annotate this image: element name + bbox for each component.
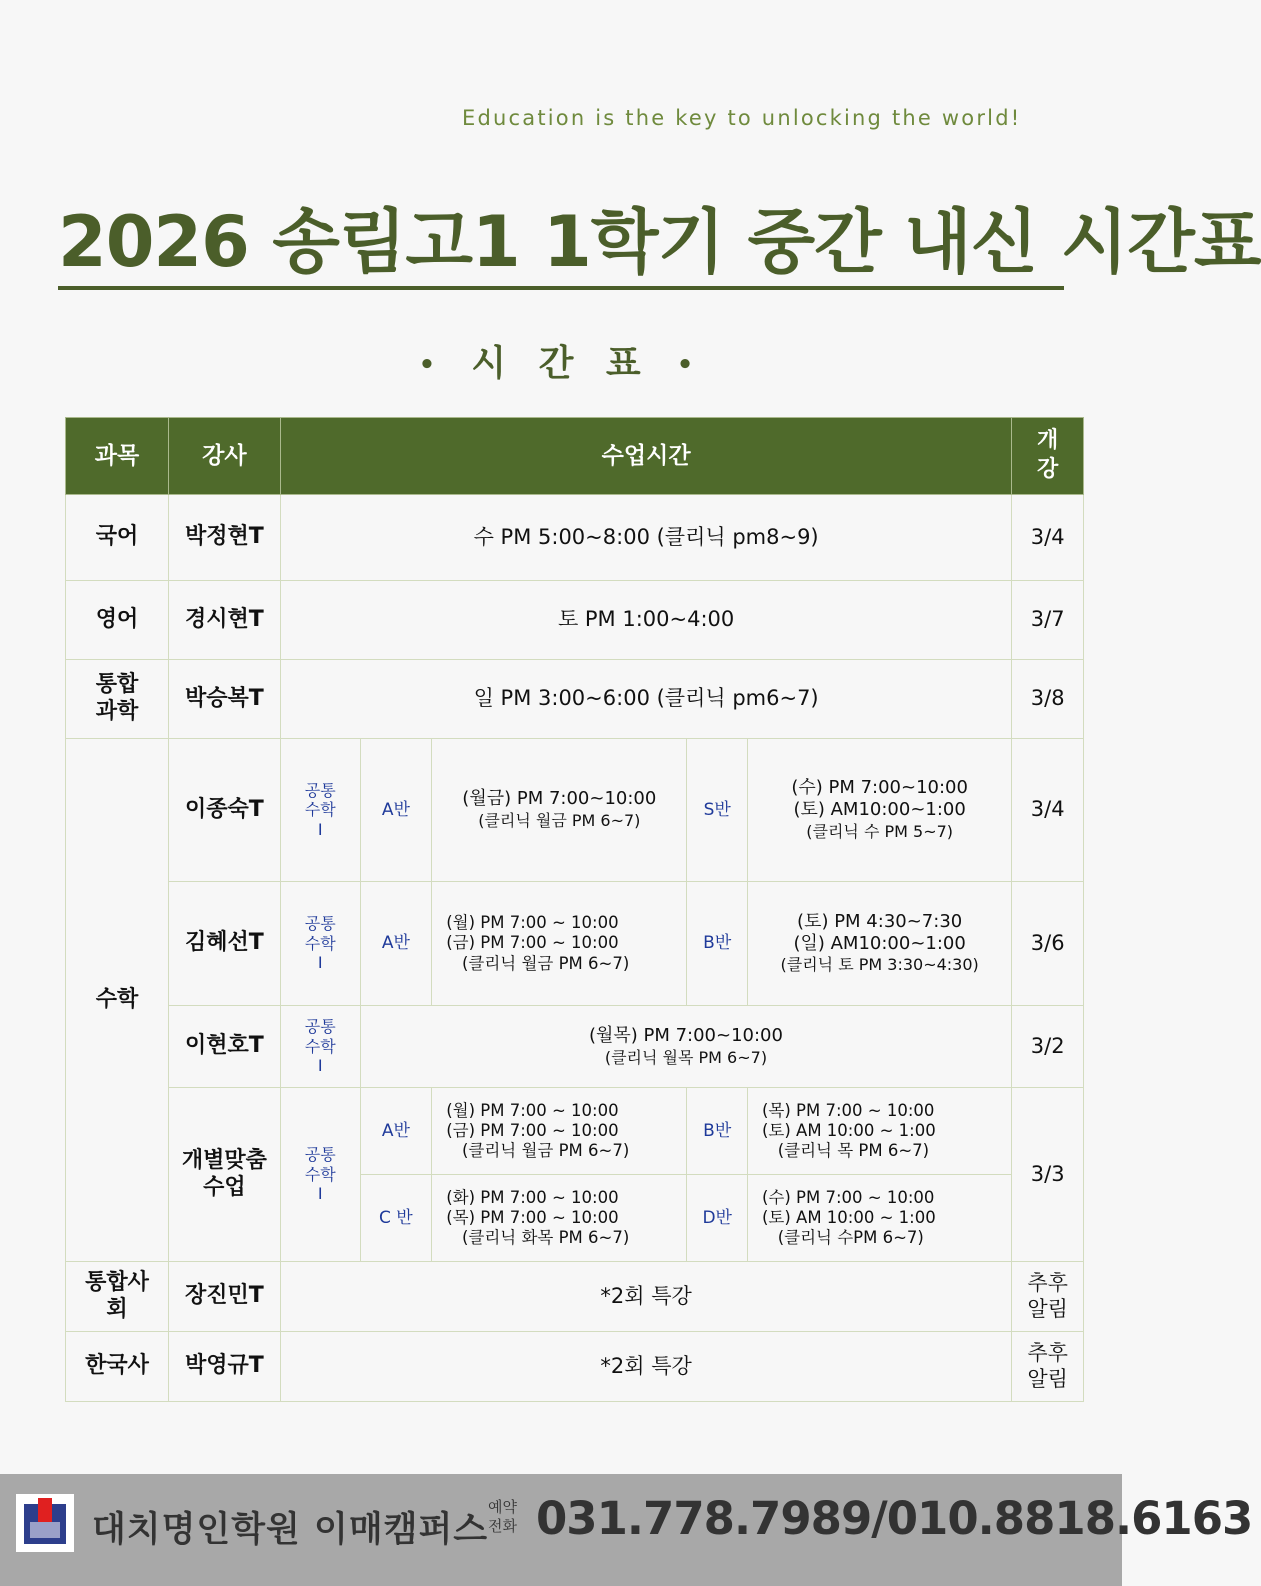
header-teacher: 강사 [168,418,280,495]
schedule-cell: *2회 특강 [280,1332,1011,1402]
schedule-cell: (월목) PM 7:00~10:00 (클리닉 월목 PM 6~7) [360,1006,1012,1088]
subject-cell: 통합사 회 [66,1262,169,1332]
teacher-cell: 장진민T [168,1262,280,1332]
table-row [66,660,1084,739]
reservation-label: 예약 전화 [488,1498,517,1535]
class-label: C 반 [360,1175,432,1262]
class-label: S반 [687,739,748,882]
table-row [66,495,1084,581]
tagline: Education is the key to unlocking the world! [462,106,1022,130]
teacher-cell: 박영규T [168,1332,280,1402]
open-date-cell: 3/3 [1012,1088,1084,1262]
header-class-time: 수업시간 [280,418,1011,495]
course-cell: 공통 수학 Ⅰ [280,1006,360,1088]
table-row [66,739,1084,882]
academy-logo-icon [16,1494,74,1552]
open-date-cell: 3/6 [1012,882,1084,1006]
bullet-icon: • [418,350,446,380]
subject-cell: 통합 과학 [66,660,169,739]
teacher-cell: 이종숙T [168,739,280,882]
table-row [66,1332,1084,1402]
table-row [66,1006,1084,1088]
footer-bar [0,1474,1253,1586]
class-label: A반 [360,1088,432,1175]
schedule-cell: (목) PM 7:00 ~ 10:00 (토) AM 10:00 ~ 1:00 (클리닉 목 PM 6~7) [747,1088,1011,1175]
table-row [66,1088,1084,1175]
schedule-cell: (수) PM 7:00~10:00 (토) AM10:00~1:00 (클리닉 수 PM 5~7) [747,739,1011,882]
subject-cell: 수학 [66,739,169,1262]
class-label: A반 [360,882,432,1006]
page-title: 2026 송림고1 1학기 중간 내신 시간표 [58,201,1261,283]
subject-cell: 한국사 [66,1332,169,1402]
open-date-cell: 3/2 [1012,1006,1084,1088]
schedule-cell: (월) PM 7:00 ~ 10:00 (금) PM 7:00 ~ 10:00 (클리닉 월금 PM 6~7) [432,882,687,1006]
table-header-row [66,418,1084,495]
class-label: A반 [360,739,432,882]
schedule-cell: *2회 특강 [280,1262,1011,1332]
bullet-icon: • [676,350,704,380]
open-date-cell: 3/4 [1012,739,1084,882]
class-label: B반 [687,882,748,1006]
table-row [66,581,1084,660]
phone-number[interactable]: 031.778.7989/010.8818.6163 [536,1492,1253,1545]
schedule-cell: 토 PM 1:00~4:00 [280,581,1011,660]
schedule-cell: (월금) PM 7:00~10:00 (클리닉 월금 PM 6~7) [432,739,687,882]
open-date-cell: 추후 알림 [1012,1262,1084,1332]
teacher-cell: 박승복T [168,660,280,739]
course-cell: 공통 수학 Ⅰ [280,1088,360,1262]
table-row [66,882,1084,1006]
schedule-cell: (수) PM 7:00 ~ 10:00 (토) AM 10:00 ~ 1:00 (클리닉 수PM 6~7) [747,1175,1011,1262]
teacher-cell: 경시현T [168,581,280,660]
timetable [65,417,1084,1402]
open-date-cell: 3/4 [1012,495,1084,581]
teacher-cell: 개별맞춤 수업 [168,1088,280,1262]
header-subject: 과목 [66,418,169,495]
schedule-cell: (월) PM 7:00 ~ 10:00 (금) PM 7:00 ~ 10:00 (클리닉 월금 PM 6~7) [432,1088,687,1175]
class-label: D반 [687,1175,748,1262]
open-date-cell: 3/8 [1012,660,1084,739]
class-label: B반 [687,1088,748,1175]
schedule-cell: (화) PM 7:00 ~ 10:00 (목) PM 7:00 ~ 10:00 (클리닉 화목 PM 6~7) [432,1175,687,1262]
teacher-cell: 박정현T [168,495,280,581]
section-heading [0,335,1122,386]
academy-name: 대치명인학원 이매캠퍼스 [92,1510,489,1550]
table-row [66,1262,1084,1332]
subject-cell: 영어 [66,581,169,660]
course-cell: 공통 수학 Ⅰ [280,739,360,882]
subject-cell: 국어 [66,495,169,581]
open-date-cell: 추후 알림 [1012,1332,1084,1402]
teacher-cell: 김혜선T [168,882,280,1006]
title-divider [58,286,1064,290]
teacher-cell: 이현호T [168,1006,280,1088]
schedule-cell: 일 PM 3:00~6:00 (클리닉 pm6~7) [280,660,1011,739]
section-heading-text: 시 간 표 [471,343,651,384]
schedule-cell: (토) PM 4:30~7:30 (일) AM10:00~1:00 (클리닉 토 PM 3:30~4:30) [747,882,1011,1006]
header-open: 개 강 [1012,418,1084,495]
schedule-cell: 수 PM 5:00~8:00 (클리닉 pm8~9) [280,495,1011,581]
open-date-cell: 3/7 [1012,581,1084,660]
course-cell: 공통 수학 Ⅰ [280,882,360,1006]
